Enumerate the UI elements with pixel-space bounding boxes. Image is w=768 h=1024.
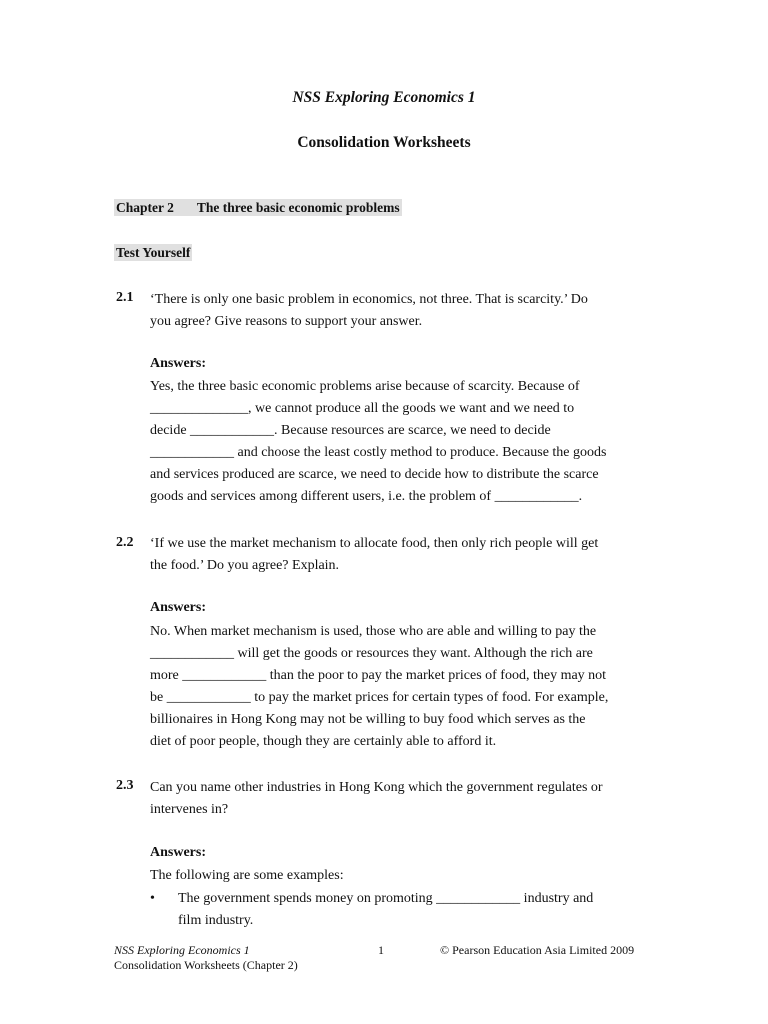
page-number: 1 [378,943,384,957]
answer-text [150,621,655,753]
section-title: Test Yourself [116,245,191,260]
footer-left [114,943,298,973]
question-line: ‘There is only one basic problem in economics, not three. That is scarcity.’ Do [150,292,588,307]
answer-line: ____________ will get the goods or resources they want. Although the rich are [150,646,593,661]
question-line: ‘If we use the market mechanism to allocate food, then only rich people will get [150,536,599,551]
question-text [150,777,655,821]
question-line: the food.’ Do you agree? Explain. [150,558,340,573]
answer-line: The following are some examples: [150,868,344,883]
answer-line: No. When market mechanism is used, those who are able and willing to pay the [150,624,597,639]
chapter-heading [114,200,402,216]
question-text [150,289,655,333]
bullet-item [178,888,648,932]
bullet-line: film industry. [178,913,254,928]
answer-line: diet of poor people, though they are certainly able to afford it. [150,734,497,749]
bullet-line: The government spends money on promoting ____________ industry and [178,891,594,906]
question-line: Can you name other industries in Hong Kong which the government regulates or [150,780,603,795]
question-line: intervenes in? [150,802,229,817]
answer-line: more ____________ than the poor to pay the market prices of food, they may not [150,668,607,683]
question-number: 2.3 [116,778,134,793]
answer-text [150,865,655,887]
footer-copyright: © Pearson Education Asia Limited 2009 [440,943,635,957]
answer-line: goods and services among different users, i.e. the problem of ____________. [150,489,583,504]
footer-book-title: NSS Exploring Economics 1 [114,943,250,957]
question-number: 2.1 [116,290,134,305]
document-title: Consolidation Worksheets [297,134,471,151]
answer-line: decide ____________. Because resources are scarce, we need to decide [150,423,551,438]
question-number: 2.2 [116,535,134,550]
chapter-label: Chapter 2 [116,200,174,215]
answer-line: Yes, the three basic economic problems arise because of scarcity. Because of [150,379,580,394]
answer-line: billionaires in Hong Kong may not be willing to buy food which serves as the [150,712,586,727]
question-text [150,533,655,577]
chapter-heading-highlight [114,199,402,216]
book-title: NSS Exploring Economics 1 [292,89,476,106]
answer-line: be ____________ to pay the market prices for certain types of food. For example, [150,690,609,705]
question-line: you agree? Give reasons to support your answer. [150,314,423,329]
section-heading [114,245,192,261]
answers-label: Answers: [150,845,206,860]
footer-subtitle: Consolidation Worksheets (Chapter 2) [114,958,298,972]
answer-line: ______________, we cannot produce all the goods we want and we need to [150,401,575,416]
answers-label: Answers: [150,356,206,371]
answer-line: and services produced are scarce, we need to decide how to distribute the scarce [150,467,599,482]
chapter-title: The three basic economic problems [196,200,400,215]
answers-label: Answers: [150,600,206,615]
answer-text [150,376,655,508]
answer-line: ____________ and choose the least costly method to produce. Because the goods [150,445,607,460]
bullet-icon: • [150,891,155,906]
